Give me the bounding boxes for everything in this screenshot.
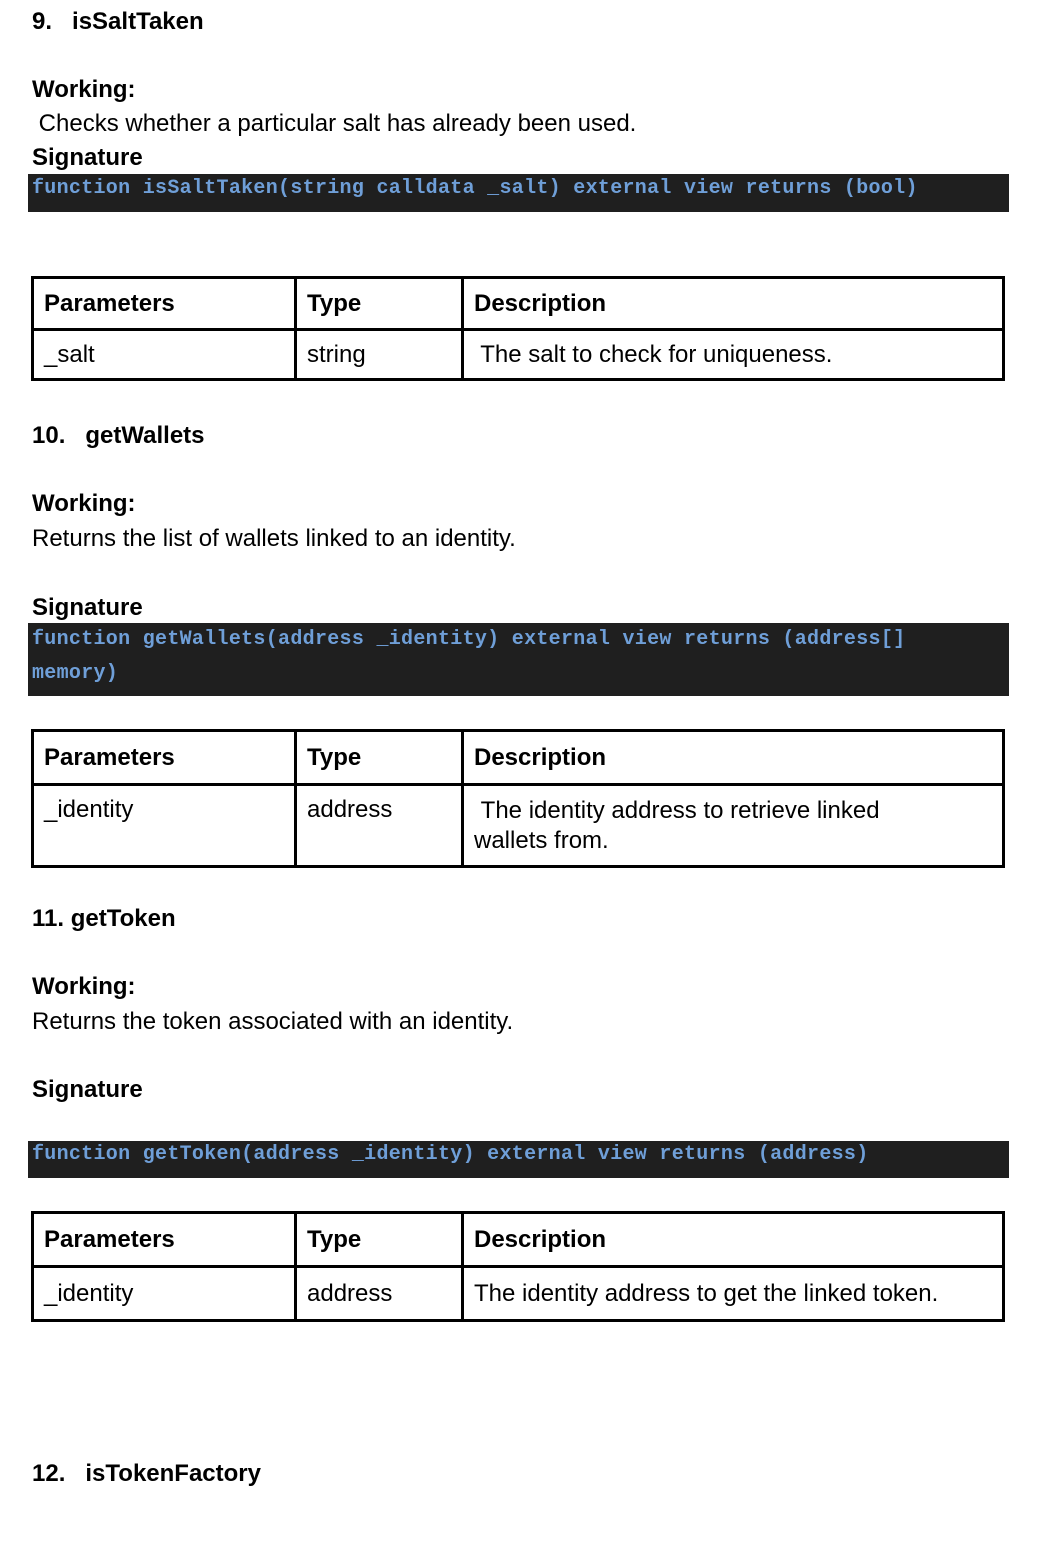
code-line: function getToken(address _identity) external view returns (address) — [32, 1143, 869, 1166]
signature-label: Signature — [32, 144, 143, 171]
header-description: Description — [463, 278, 1004, 330]
param-description: The salt to check for uniqueness. — [463, 330, 1004, 380]
header-parameters: Parameters — [33, 1213, 296, 1267]
header-description: Description — [463, 731, 1004, 785]
param-description: The identity address to retrieve linked wallets from. — [463, 785, 1004, 867]
header-parameters: Parameters — [33, 278, 296, 330]
code-block — [28, 174, 1009, 212]
section-12-heading — [32, 1460, 261, 1488]
header-description: Description — [463, 1213, 1004, 1267]
table-row — [33, 785, 1004, 867]
param-type: address — [296, 1267, 463, 1321]
code-block — [28, 623, 1009, 696]
section-10-heading — [32, 422, 205, 450]
code-line: memory) — [32, 662, 119, 685]
parameters-table — [31, 729, 1005, 868]
working-label: Working: — [32, 973, 136, 1000]
table-row — [33, 330, 1004, 380]
param-type: string — [296, 330, 463, 380]
working-label: Working: — [32, 490, 136, 517]
section-number: 9. — [32, 8, 53, 35]
header-type: Type — [296, 731, 463, 785]
parameters-table — [31, 276, 1005, 381]
param-name: _identity — [33, 785, 296, 867]
section-11-heading — [32, 905, 176, 933]
param-name: _identity — [33, 1267, 296, 1321]
header-parameters: Parameters — [33, 731, 296, 785]
working-text: Checks whether a particular salt has already been used. — [32, 110, 637, 137]
section-number: 10. — [32, 422, 66, 449]
section-9-heading — [32, 8, 204, 36]
working-label: Working: — [32, 76, 136, 103]
param-name: _salt — [33, 330, 296, 380]
section-title: isTokenFactory — [85, 1460, 261, 1487]
param-description: The identity address to get the linked token. — [463, 1267, 1004, 1321]
table-row — [33, 1267, 1004, 1321]
section-title: getToken — [70, 905, 176, 932]
code-block — [28, 1141, 1009, 1178]
section-number: 12. — [32, 1460, 66, 1487]
parameters-table — [31, 1211, 1005, 1322]
signature-label: Signature — [32, 1076, 143, 1103]
header-type: Type — [296, 278, 463, 330]
header-type: Type — [296, 1213, 463, 1267]
working-text: Returns the list of wallets linked to an identity. — [32, 525, 516, 552]
code-line: function isSaltTaken(string calldata _salt) external view returns (bool) — [32, 177, 918, 200]
code-line: function getWallets(address _identity) external view returns (address[] — [32, 628, 906, 651]
working-text: Returns the token associated with an identity. — [32, 1008, 514, 1035]
section-title: isSaltTaken — [72, 8, 204, 35]
section-title: getWallets — [85, 422, 205, 449]
signature-label: Signature — [32, 594, 143, 621]
param-type: address — [296, 785, 463, 867]
section-number: 11. — [32, 905, 65, 932]
